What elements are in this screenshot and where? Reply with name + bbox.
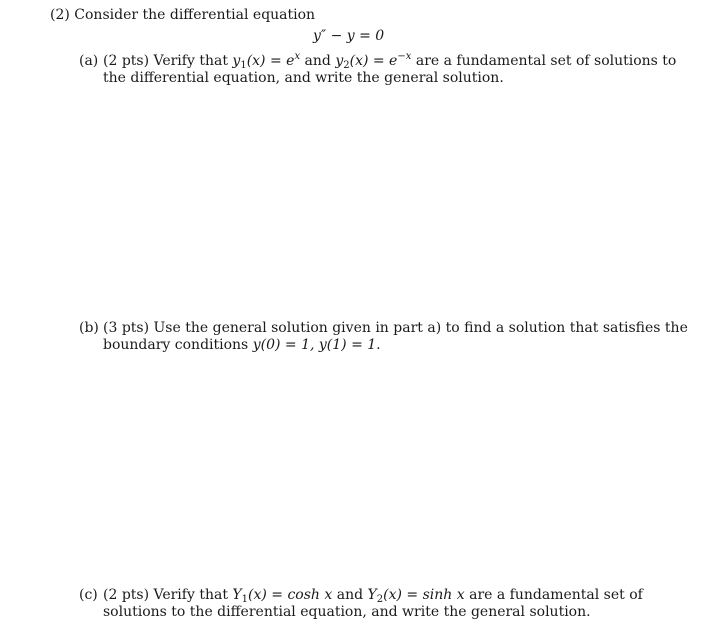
differential-equation: y″ − y = 0 [313,28,385,44]
Y1-symbol: Y [232,587,242,603]
part-a-label: (a) [79,53,99,69]
part-b-text: boundary conditions [103,337,253,353]
part-b-period: . [376,337,381,353]
part-c-text: (2 pts) Verify that [103,587,233,603]
part-c-line-2: solutions to the differential equation, and write the general solution. [103,604,591,620]
Y2-symbol: Y [367,587,377,603]
part-c-label: (c) [79,587,98,603]
y1-exponent: x [294,51,301,62]
part-c-suffix: are a fundamental set of [464,587,643,603]
part-a-line-1 [103,53,676,70]
part-b-label: (b) [79,320,99,336]
Y2-subscript: 2 [376,594,384,605]
and-text: and [300,53,336,69]
Y1-expression: (x) = cosh x [248,587,333,603]
y1-expression: (x) = e [246,53,295,69]
part-a-suffix: are a fundamental set of solutions to [411,53,677,69]
part-c-line-1 [103,587,643,604]
part-a-text: (2 pts) Verify that [103,53,233,69]
Y2-expression: (x) = sinh x [383,587,465,603]
part-b-line-1: (3 pts) Use the general solution given in part a) to find a solution that satisfies the [103,320,688,336]
y2-expression: (x) = e [349,53,398,69]
and-text-c: and [332,587,368,603]
part-b-line-2 [103,337,381,354]
part-a-line-2: the differential equation, and write the general solution. [103,70,504,86]
y2-exponent: −x [397,51,412,62]
problem-heading: (2) Consider the differential equation [50,7,316,23]
boundary-conditions: y(0) = 1, y(1) = 1 [252,337,377,353]
y1-subscript: 1 [240,60,247,71]
Y1-subscript: 1 [241,594,249,605]
y1-symbol: y [232,53,241,69]
y2-subscript: 2 [343,60,350,71]
y2-symbol: y [335,53,344,69]
